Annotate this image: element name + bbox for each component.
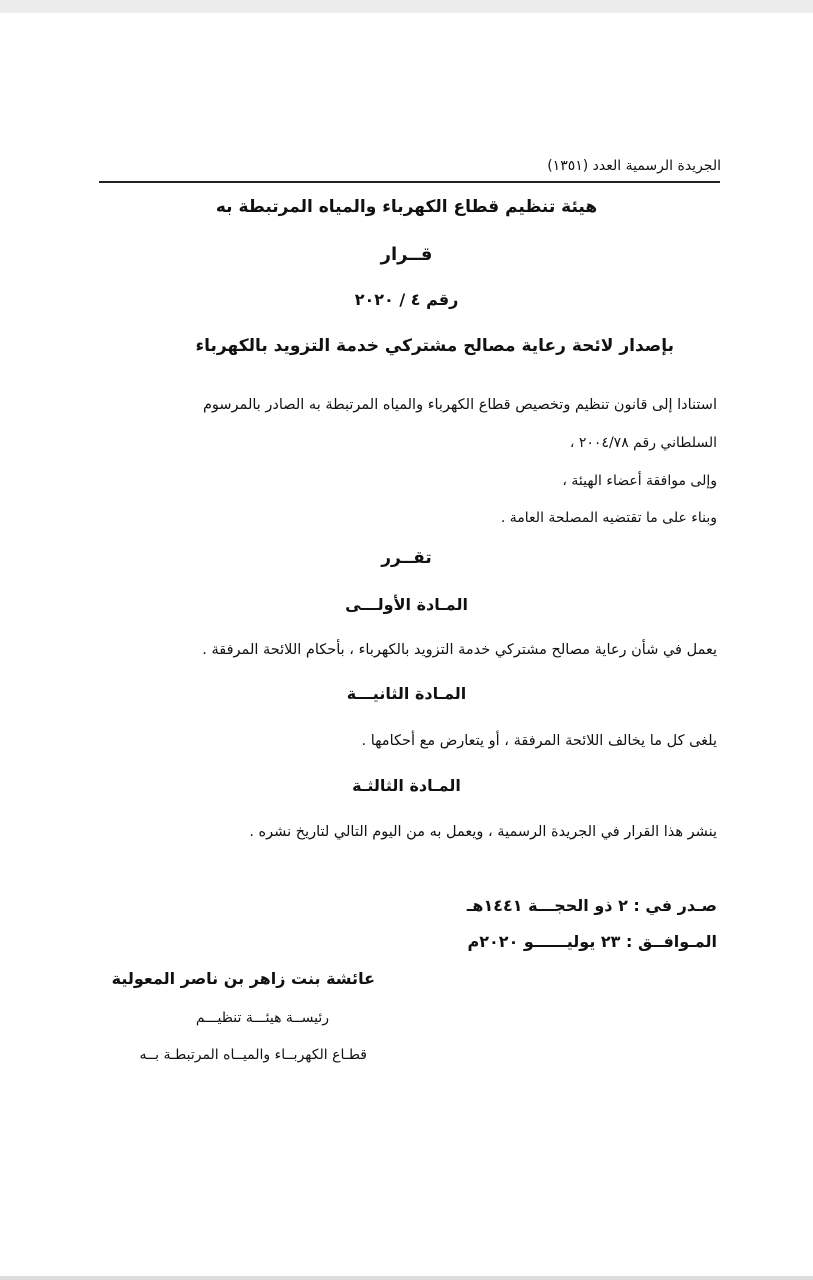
article-3-title: المـادة الثالثـة xyxy=(352,776,461,795)
gregorian-date: المـوافــق : ٢٣ يوليــــــو ٢٠٢٠م xyxy=(467,932,717,951)
preamble-line-3: وإلى موافقة أعضاء الهيئة ، xyxy=(562,473,717,489)
decision-heading: قــرار xyxy=(380,244,433,265)
bottom-bar xyxy=(0,1276,813,1280)
decision-number: رقم ٤ / ٢٠٢٠ xyxy=(354,290,459,309)
article-2-text: يلغى كل ما يخالف اللائحة المرفقة ، أو يتعارض مع أحكامها . xyxy=(361,733,717,749)
preamble-line-1: استنادا إلى قانون تنظيم وتخصيص قطاع الكهرباء والمياه المرتبطة به الصادر بالمرسوم xyxy=(202,397,717,413)
issue-date: صـدر في : ٢ ذو الحجـــة ١٤٤١هـ xyxy=(466,896,717,915)
preamble-line-2: السلطاني رقم ٢٠٠٤/٧٨ ، xyxy=(569,435,717,451)
signatory-title-line-1: رئيســة هيئـــة تنظيـــم xyxy=(195,1010,329,1026)
decision-subject: بإصدار لائحة رعاية مصالح مشتركي خدمة التزويد بالكهرباء xyxy=(195,336,674,356)
article-1-title: المـادة الأولـــى xyxy=(345,595,468,614)
top-bar xyxy=(0,0,813,13)
authority-title: هيئة تنظيم قطاع الكهرباء والمياه المرتبطة به xyxy=(215,197,598,217)
article-3-text: ينشر هذا القرار في الجريدة الرسمية ، ويعمل به من اليوم التالي لتاريخ نشره . xyxy=(249,824,717,840)
preamble-line-4: وبناء على ما تقتضيه المصلحة العامة . xyxy=(500,510,717,526)
signatory-title-line-2: قطـاع الكهربــاء والميــاه المرتبطـة بــه xyxy=(139,1047,367,1063)
article-2-title: المـادة الثانيـــة xyxy=(346,684,467,703)
header-divider xyxy=(99,181,720,183)
gazette-header: الجريدة الرسمية العدد (١٣٥١) xyxy=(547,158,721,174)
signatory-name: عائشة بنت زاهر بن ناصر المعولية xyxy=(111,969,375,988)
article-1-text: يعمل في شأن رعاية مصالح مشتركي خدمة التزويد بالكهرباء ، بأحكام اللائحة المرفقة . xyxy=(202,642,717,658)
decides-heading: تقــرر xyxy=(381,548,432,568)
